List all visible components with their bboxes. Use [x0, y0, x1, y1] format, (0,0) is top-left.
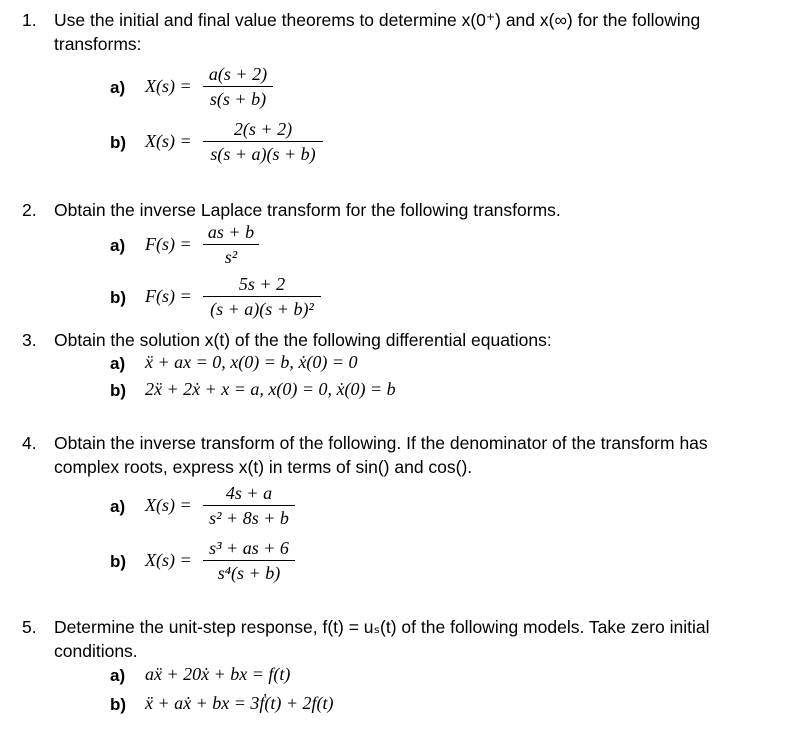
part-label: b) — [110, 381, 127, 400]
question-number: 1. — [22, 10, 37, 30]
question-text-cont: complex roots, express x(t) in terms of sin() and cos(). — [54, 457, 473, 477]
equation-lhs: F(s) = — [145, 234, 192, 254]
denominator: s(s + a)(s + b) — [210, 144, 316, 164]
question-text-cont: conditions. — [54, 641, 138, 661]
part-label: b) — [110, 288, 127, 307]
part-label: a) — [110, 236, 126, 255]
part-label: a) — [110, 666, 126, 685]
part-label: b) — [110, 133, 127, 152]
differential-equation: ẍ + aẋ + bx = 3ḟ(t) + 2f(t) — [145, 693, 334, 713]
fraction-bar — [203, 560, 295, 561]
part-label: a) — [110, 78, 126, 97]
part-label: b) — [110, 552, 127, 571]
question-2 — [22, 198, 561, 222]
question-text: Obtain the solution x(t) of the the following differential equations: — [54, 330, 552, 350]
equation-lhs: X(s) = — [145, 76, 192, 96]
part-label: b) — [110, 695, 127, 714]
question-number: 2. — [22, 200, 37, 220]
fraction-bar — [203, 141, 323, 142]
fraction-bar — [203, 296, 321, 297]
question-text: Determine the unit-step response, f(t) = uₛ(t) of the following models. Take zero initial — [54, 617, 710, 637]
differential-equation: aẍ + 20ẋ + bx = f(t) — [145, 664, 291, 684]
question-text: Obtain the inverse transform of the following. If the denominator of the transform has — [54, 433, 708, 453]
question-text: Obtain the inverse Laplace transform for the following transforms. — [54, 200, 561, 220]
numerator: 2(s + 2) — [233, 119, 293, 139]
differential-equation: 2ẍ + 2ẋ + x = a, x(0) = 0, ẋ(0) = b — [145, 379, 396, 399]
fraction — [203, 482, 295, 529]
question-number: 3. — [22, 330, 37, 350]
fraction-bar — [203, 244, 259, 245]
equation-lhs: X(s) = — [145, 550, 192, 570]
denominator: s² — [224, 247, 238, 267]
fraction-bar — [203, 86, 273, 87]
question-4 — [22, 431, 708, 479]
numerator: a(s + 2) — [208, 64, 268, 84]
numerator: 4s + a — [225, 483, 273, 503]
question-3 — [22, 328, 552, 352]
equation-lhs: X(s) = — [145, 131, 192, 151]
question-number: 5. — [22, 617, 37, 637]
denominator: s(s + b) — [209, 89, 267, 109]
question-number: 4. — [22, 433, 37, 453]
fraction — [203, 118, 323, 165]
equation-lhs: F(s) = — [145, 286, 192, 306]
fraction-bar — [203, 505, 295, 506]
numerator: 5s + 2 — [238, 274, 286, 294]
fraction — [203, 273, 321, 320]
denominator: (s + a)(s + b)² — [210, 299, 314, 319]
question-text-cont: transforms: — [54, 34, 142, 54]
part-label: a) — [110, 497, 126, 516]
question-5 — [22, 615, 709, 663]
fraction — [203, 221, 259, 268]
fraction — [203, 63, 273, 110]
part-label: a) — [110, 354, 126, 373]
numerator: as + b — [207, 222, 255, 242]
equation-lhs: X(s) = — [145, 495, 192, 515]
differential-equation: ẍ + ax = 0, x(0) = b, ẋ(0) = 0 — [145, 352, 358, 372]
question-text: Use the initial and final value theorems to determine x(0⁺) and x(∞) for the following — [54, 10, 701, 30]
question-1 — [22, 8, 700, 56]
fraction — [203, 537, 295, 584]
denominator: s⁴(s + b) — [217, 563, 281, 583]
denominator: s² + 8s + b — [209, 508, 289, 528]
numerator: s³ + as + 6 — [209, 538, 289, 558]
